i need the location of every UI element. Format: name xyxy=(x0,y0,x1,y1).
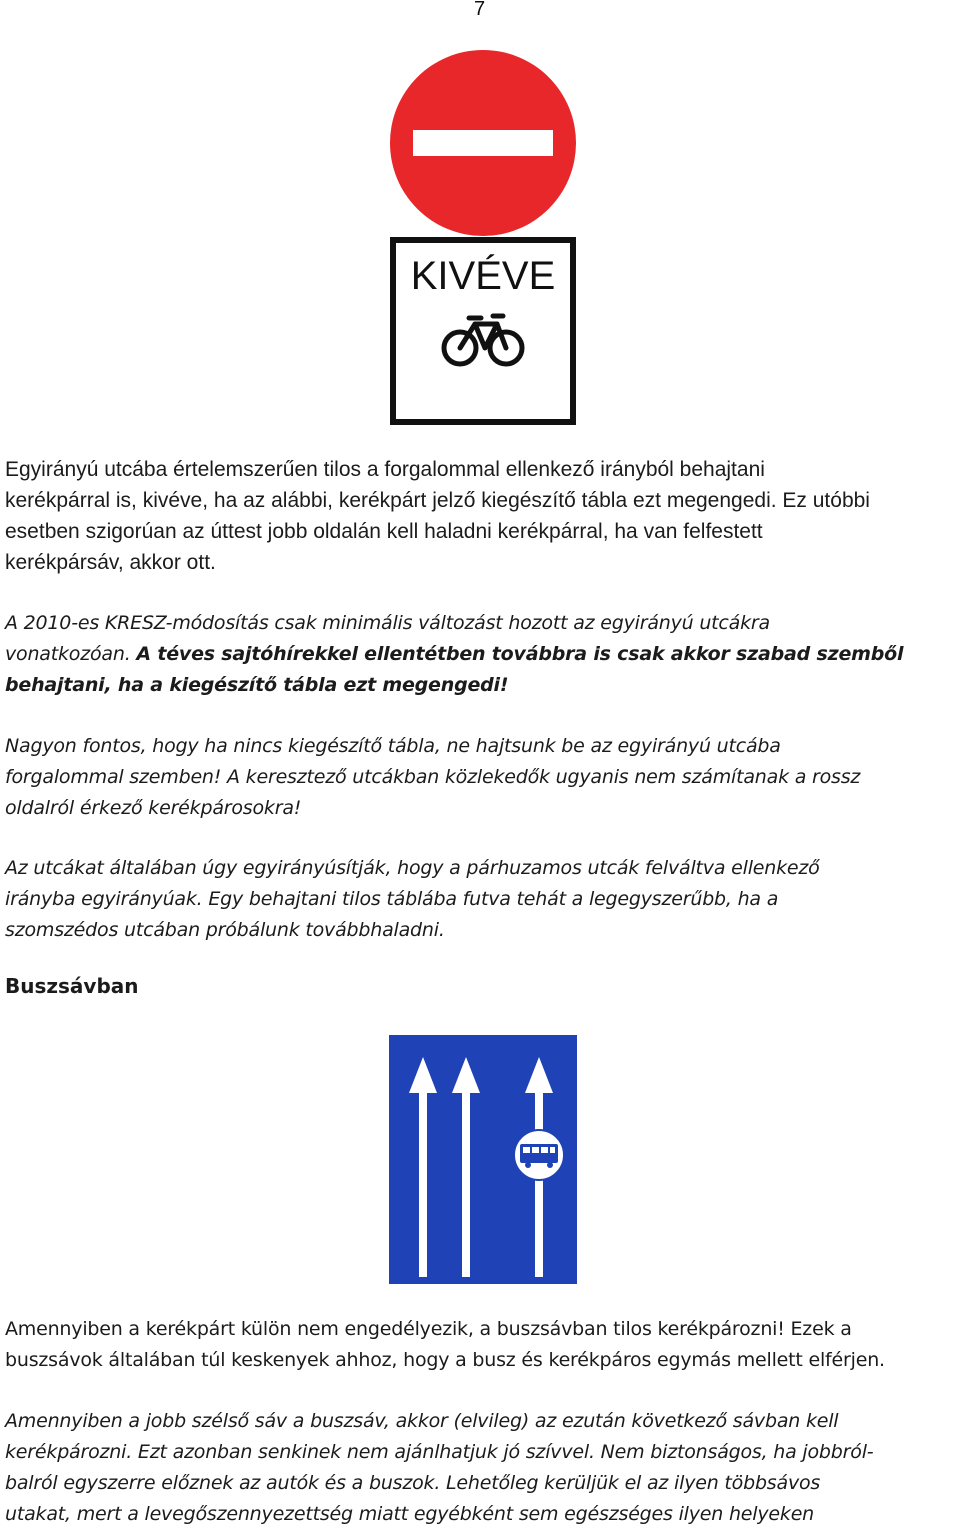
paragraph-bus-lane-rule xyxy=(5,1314,957,1376)
text-line: irányba egyirányúak. Egy behajtani tilos táblába futva tehát a legegyszerűbb, ha a xyxy=(5,888,779,910)
text-normal: vonatkozóan. xyxy=(5,643,137,665)
text-line: Amennyiben a jobb szélső sáv a buszsáv, akkor (elvileg) az ezután következő sávban kell xyxy=(5,1410,839,1432)
section-heading: Buszsávban xyxy=(5,974,139,998)
text-line: kerékpársáv, akkor ott. xyxy=(5,551,216,574)
text-line: kerékpározni. Ezt azonban senkinek nem ajánlhatjuk jó szívvel. Nem biztonságos, ha jobbról- xyxy=(5,1441,874,1463)
bus-lane-sign xyxy=(389,1035,577,1284)
paragraph-intro xyxy=(5,454,957,578)
page-number: 7 xyxy=(474,0,486,20)
text-line: utakat, mert a levegőszennyezettség miatt egyébként sem egészséges ilyen helyeken xyxy=(5,1503,815,1525)
text-line: Amennyiben a kerékpárt külön nem engedélyezik, a buszsávban tilos kerékpározni! Ezek a xyxy=(5,1318,852,1340)
no-entry-except-bicycles-sign xyxy=(385,48,581,430)
no-entry-sign-icon xyxy=(390,50,576,236)
plate-text: KIVÉVE xyxy=(410,254,556,298)
text-line xyxy=(5,639,957,670)
text-line: Nagyon fontos, hogy ha nincs kiegészítő tábla, ne hajtsunk be az egyirányú utcába xyxy=(5,735,781,757)
paragraph-alternating-streets xyxy=(5,853,957,946)
paragraph-kresz-2010 xyxy=(5,608,957,701)
text-emphasis: A téves sajtóhírekkel ellentétben továbbra is csak akkor szabad szemből xyxy=(136,643,904,665)
paragraph-multilane-advice xyxy=(5,1406,957,1530)
bus-icon xyxy=(514,1130,564,1180)
text-emphasis: behajtani, ha a kiegészítő tábla ezt megengedi! xyxy=(5,674,509,696)
text-line: A 2010-es KRESZ-módosítás csak minimális változást hozott az egyirányú utcákra xyxy=(5,612,770,634)
text-line: kerékpárral is, kivéve, ha az alábbi, kerékpárt jelző kiegészítő tábla ezt megengedi. Ez utóbbi xyxy=(5,489,870,512)
text-line: balról egyszerre előznek az autók és a buszok. Lehetőleg kerüljük el az ilyen többsávos xyxy=(5,1472,821,1494)
text-line: oldalról érkező kerékpárosokra! xyxy=(5,797,302,819)
text-line: buszsávok általában túl keskenyek ahhoz, hogy a busz és kerékpáros egymás mellett elférjen. xyxy=(5,1349,885,1371)
text-line: Az utcákat általában úgy egyirányúsítják, hogy a párhuzamos utcák felváltva ellenkező xyxy=(5,857,820,879)
paragraph-warning xyxy=(5,731,957,824)
text-line: esetben szigorúan az úttest jobb oldalán kell haladni kerékpárral, ha van felfestett xyxy=(5,520,763,543)
text-line: forgalommal szemben! A keresztező utcákban közlekedők ugyanis nem számítanak a rossz xyxy=(5,766,861,788)
text-line: szomszédos utcában próbálunk továbbhaladni. xyxy=(5,919,445,941)
text-line: Egyirányú utcába értelemszerűen tilos a forgalommal ellenkező irányból behajtani xyxy=(5,458,765,481)
supplementary-plate xyxy=(393,240,573,422)
